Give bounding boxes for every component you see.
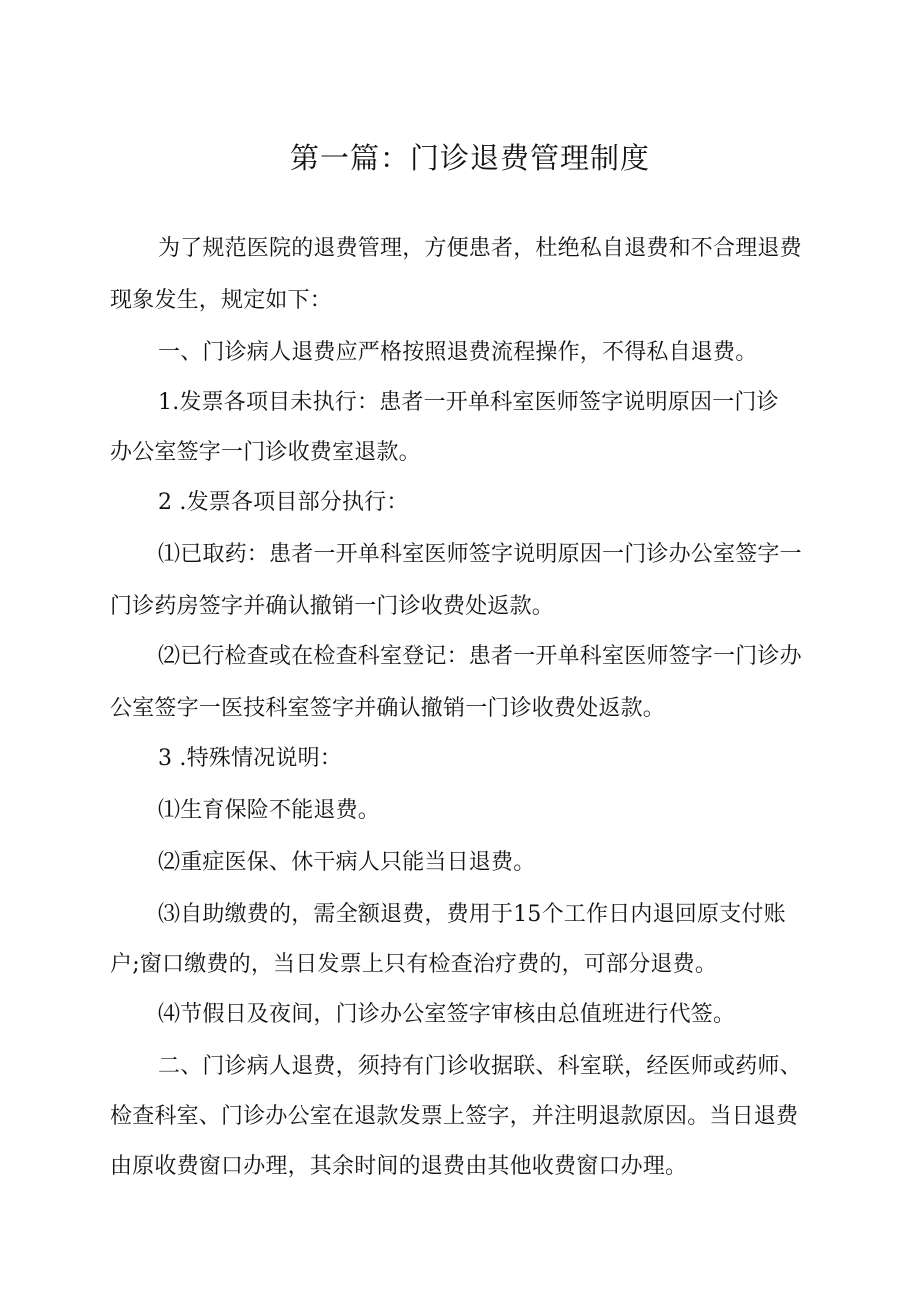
- paragraph-line: ⑶自助缴费的，需全额退费，费用于15个工作日内退回原支付账: [158, 902, 786, 927]
- paragraph-line: 3 .特殊情况说明：: [158, 746, 342, 771]
- document-title: 第一篇：门诊退费管理制度: [289, 141, 650, 175]
- paragraph-line: 由原收费窗口办理，其余时间的退费由其他收费窗口办理。: [110, 1154, 688, 1179]
- paragraph-line: 办公室签字一门诊收费室退款。: [110, 440, 421, 465]
- paragraph-line: 2 .发票各项目部分执行：: [158, 490, 409, 515]
- paragraph-line: ⑴生育保险不能退费。: [158, 798, 381, 823]
- paragraph-line: 现象发生，规定如下：: [110, 288, 333, 313]
- paragraph-line: 1.发票各项目未执行：患者一开单科室医师签字说明原因一门诊: [158, 390, 779, 415]
- paragraph-line: ⑷节假日及夜间，门诊办公室签字审核由总值班进行代签。: [158, 1002, 736, 1027]
- paragraph-line: 为了规范医院的退费管理，方便患者，杜绝私自退费和不合理退费: [158, 236, 802, 261]
- paragraph-line: ⑵重症医保、休干病人只能当日退费。: [158, 850, 536, 875]
- paragraph-line: 二、门诊病人退费，须持有门诊收据联、科室联，经医师或药师、: [158, 1054, 802, 1079]
- paragraph-line: 一、门诊病人退费应严格按照退费流程操作，不得私自退费。: [158, 340, 758, 365]
- paragraph-line: ⑴已取药：患者一开单科室医师签字说明原因一门诊办公室签字一: [158, 542, 802, 567]
- paragraph-line: 门诊药房签字并确认撤销一门诊收费处返款。: [110, 594, 555, 619]
- paragraph-line: ⑵已行检查或在检查科室登记：患者一开单科室医师签字一门诊办: [158, 644, 802, 669]
- paragraph-line: 检查科室、门诊办公室在退款发票上签字，并注明退款原因。当日退费: [110, 1104, 799, 1129]
- paragraph-line: 公室签字一医技科室签字并确认撤销一门诊收费处返款。: [110, 696, 666, 721]
- paragraph-line: 户;窗口缴费的，当日发票上只有检查治疗费的，可部分退费。: [110, 952, 718, 977]
